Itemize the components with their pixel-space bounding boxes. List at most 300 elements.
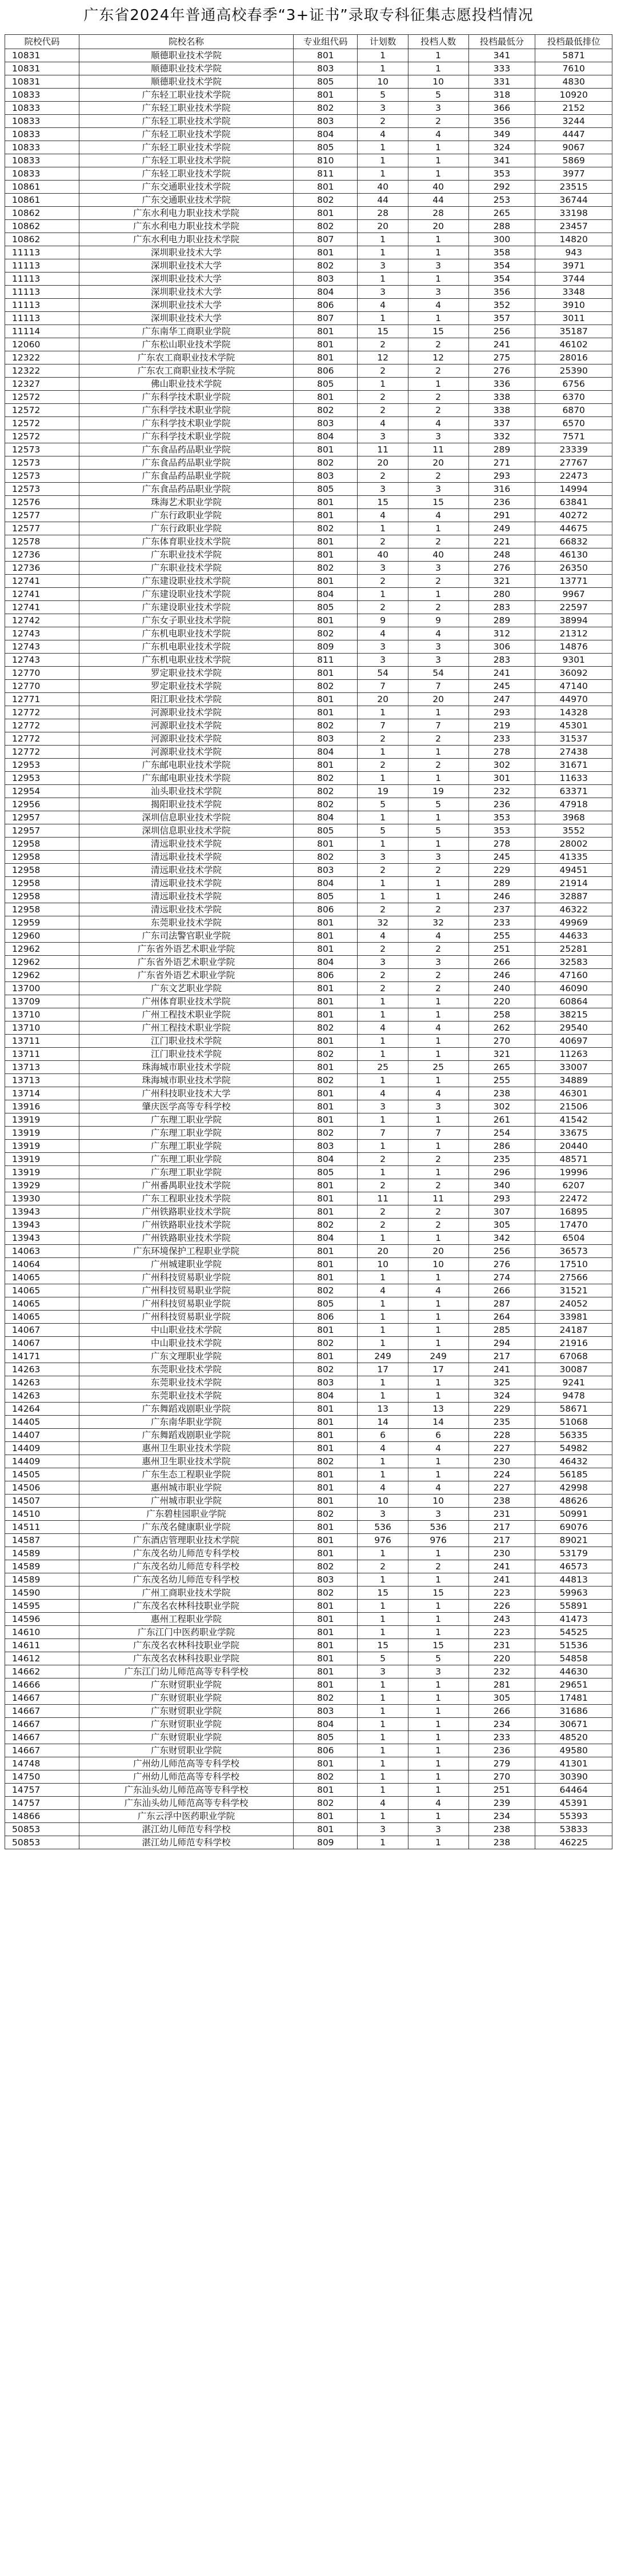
min-score-cell: 265 bbox=[468, 1061, 535, 1074]
min-rank-cell: 6207 bbox=[535, 1179, 612, 1192]
table-row bbox=[5, 1127, 612, 1140]
min-rank-cell: 943 bbox=[535, 246, 612, 259]
admitted-count-cell: 2 bbox=[408, 115, 468, 128]
school-name-cell: 广州科技贸易职业学院 bbox=[79, 1284, 294, 1297]
group-code-cell: 801 bbox=[294, 614, 358, 627]
admitted-count-cell: 1 bbox=[408, 890, 468, 903]
admitted-count-cell: 1 bbox=[408, 62, 468, 75]
header-plan-count: 计划数 bbox=[358, 35, 408, 49]
plan-count-cell: 1 bbox=[358, 1836, 408, 1849]
plan-count-cell: 2 bbox=[358, 759, 408, 772]
table-row bbox=[5, 181, 612, 194]
school-code-cell: 14064 bbox=[5, 1258, 79, 1271]
school-code-cell: 11113 bbox=[5, 246, 79, 259]
school-name-cell: 广州科技贸易职业学院 bbox=[79, 1297, 294, 1311]
min-score-cell: 271 bbox=[468, 456, 535, 470]
school-name-cell: 广东酒店管理职业技术学院 bbox=[79, 1534, 294, 1547]
table-row bbox=[5, 667, 612, 680]
table-row bbox=[5, 1337, 612, 1350]
min-score-cell: 283 bbox=[468, 654, 535, 667]
group-code-cell: 804 bbox=[294, 1232, 358, 1245]
group-code-cell: 801 bbox=[294, 693, 358, 706]
group-code-cell: 801 bbox=[294, 509, 358, 522]
school-code-cell: 12573 bbox=[5, 470, 79, 483]
school-code-cell: 14612 bbox=[5, 1652, 79, 1665]
plan-count-cell: 1 bbox=[358, 1810, 408, 1823]
admitted-count-cell: 2 bbox=[408, 864, 468, 877]
min-rank-cell: 14328 bbox=[535, 706, 612, 719]
school-name-cell: 广东轻工职业技术学院 bbox=[79, 128, 294, 141]
min-score-cell: 281 bbox=[468, 1678, 535, 1692]
group-code-cell: 804 bbox=[294, 1153, 358, 1166]
table-row bbox=[5, 1626, 612, 1639]
school-code-cell: 14510 bbox=[5, 1508, 79, 1521]
plan-count-cell: 1 bbox=[358, 1455, 408, 1468]
school-code-cell: 10831 bbox=[5, 49, 79, 62]
school-name-cell: 清远职业技术学院 bbox=[79, 877, 294, 890]
school-name-cell: 广东财贸职业学院 bbox=[79, 1718, 294, 1731]
plan-count-cell: 1 bbox=[358, 811, 408, 824]
group-code-cell: 802 bbox=[294, 851, 358, 864]
school-code-cell: 14065 bbox=[5, 1284, 79, 1297]
plan-count-cell: 1 bbox=[358, 378, 408, 391]
school-name-cell: 广东理工职业学院 bbox=[79, 1140, 294, 1153]
min-rank-cell: 56185 bbox=[535, 1468, 612, 1481]
min-score-cell: 349 bbox=[468, 128, 535, 141]
group-code-cell: 806 bbox=[294, 969, 358, 982]
plan-count-cell: 2 bbox=[358, 732, 408, 746]
school-name-cell: 广东理工职业学院 bbox=[79, 1166, 294, 1179]
admitted-count-cell: 2 bbox=[408, 535, 468, 548]
table-header-row bbox=[5, 35, 612, 49]
min-rank-cell: 17510 bbox=[535, 1258, 612, 1271]
min-rank-cell: 13771 bbox=[535, 575, 612, 588]
admitted-count-cell: 20 bbox=[408, 1245, 468, 1258]
min-rank-cell: 14876 bbox=[535, 640, 612, 654]
min-rank-cell: 4447 bbox=[535, 128, 612, 141]
school-code-cell: 12772 bbox=[5, 719, 79, 732]
min-rank-cell: 25390 bbox=[535, 364, 612, 378]
school-code-cell: 10833 bbox=[5, 141, 79, 154]
school-name-cell: 清远职业技术学院 bbox=[79, 838, 294, 851]
school-name-cell: 广东科学技术职业学院 bbox=[79, 417, 294, 430]
plan-count-cell: 2 bbox=[358, 1153, 408, 1166]
min-score-cell: 278 bbox=[468, 746, 535, 759]
table-row bbox=[5, 286, 612, 299]
group-code-cell: 801 bbox=[294, 1481, 358, 1495]
school-name-cell: 肇庆医学高等专科学校 bbox=[79, 1100, 294, 1113]
min-score-cell: 245 bbox=[468, 680, 535, 693]
school-code-cell: 10833 bbox=[5, 115, 79, 128]
table-row bbox=[5, 732, 612, 746]
school-code-cell: 11113 bbox=[5, 299, 79, 312]
admitted-count-cell: 1 bbox=[408, 1468, 468, 1481]
min-rank-cell: 33675 bbox=[535, 1127, 612, 1140]
plan-count-cell: 1 bbox=[358, 312, 408, 325]
min-score-cell: 289 bbox=[468, 877, 535, 890]
min-score-cell: 238 bbox=[468, 1087, 535, 1100]
school-code-cell: 14063 bbox=[5, 1245, 79, 1258]
table-row bbox=[5, 509, 612, 522]
min-rank-cell: 23515 bbox=[535, 181, 612, 194]
school-code-cell: 14409 bbox=[5, 1442, 79, 1455]
plan-count-cell: 1 bbox=[358, 706, 408, 719]
group-code-cell: 801 bbox=[294, 1008, 358, 1021]
plan-count-cell: 1 bbox=[358, 246, 408, 259]
admitted-count-cell: 2 bbox=[408, 903, 468, 916]
table-row bbox=[5, 325, 612, 338]
admitted-count-cell: 7 bbox=[408, 1127, 468, 1140]
school-code-cell: 12327 bbox=[5, 378, 79, 391]
min-rank-cell: 55891 bbox=[535, 1600, 612, 1613]
plan-count-cell: 1 bbox=[358, 1271, 408, 1284]
admitted-count-cell: 2 bbox=[408, 759, 468, 772]
school-name-cell: 东莞职业技术学院 bbox=[79, 1389, 294, 1403]
admitted-count-cell: 2 bbox=[408, 391, 468, 404]
admitted-count-cell: 1 bbox=[408, 1744, 468, 1757]
school-name-cell: 广东水利电力职业技术学院 bbox=[79, 207, 294, 220]
plan-count-cell: 19 bbox=[358, 785, 408, 798]
plan-count-cell: 15 bbox=[358, 496, 408, 509]
group-code-cell: 806 bbox=[294, 299, 358, 312]
min-rank-cell: 29540 bbox=[535, 1021, 612, 1035]
group-code-cell: 801 bbox=[294, 1547, 358, 1560]
min-rank-cell: 44970 bbox=[535, 693, 612, 706]
school-name-cell: 广东轻工职业技术学院 bbox=[79, 89, 294, 102]
plan-count-cell: 2 bbox=[358, 1205, 408, 1219]
min-rank-cell: 49580 bbox=[535, 1744, 612, 1757]
min-score-cell: 279 bbox=[468, 1757, 535, 1770]
plan-count-cell: 11 bbox=[358, 443, 408, 456]
min-rank-cell: 3910 bbox=[535, 299, 612, 312]
school-code-cell: 12962 bbox=[5, 956, 79, 969]
min-score-cell: 266 bbox=[468, 956, 535, 969]
group-code-cell: 805 bbox=[294, 483, 358, 496]
group-code-cell: 801 bbox=[294, 1087, 358, 1100]
school-code-cell: 14171 bbox=[5, 1350, 79, 1363]
admitted-count-cell: 1 bbox=[408, 1337, 468, 1350]
min-score-cell: 236 bbox=[468, 496, 535, 509]
admitted-count-cell: 1 bbox=[408, 1678, 468, 1692]
group-code-cell: 801 bbox=[294, 1757, 358, 1770]
plan-count-cell: 1 bbox=[358, 141, 408, 154]
plan-count-cell: 4 bbox=[358, 1797, 408, 1810]
group-code-cell: 804 bbox=[294, 746, 358, 759]
table-row bbox=[5, 1705, 612, 1718]
table-row bbox=[5, 1757, 612, 1770]
min-rank-cell: 3971 bbox=[535, 259, 612, 273]
table-row bbox=[5, 1652, 612, 1665]
table-row bbox=[5, 864, 612, 877]
min-score-cell: 293 bbox=[468, 1192, 535, 1205]
school-name-cell: 广东建设职业技术学院 bbox=[79, 601, 294, 614]
plan-count-cell: 15 bbox=[358, 1587, 408, 1600]
plan-count-cell: 3 bbox=[358, 956, 408, 969]
table-row bbox=[5, 890, 612, 903]
school-code-cell: 14407 bbox=[5, 1429, 79, 1442]
min-score-cell: 336 bbox=[468, 378, 535, 391]
school-code-cell: 50853 bbox=[5, 1836, 79, 1849]
school-code-cell: 14065 bbox=[5, 1297, 79, 1311]
admitted-count-cell: 44 bbox=[408, 194, 468, 207]
school-code-cell: 14662 bbox=[5, 1665, 79, 1678]
school-name-cell: 广东南华工商职业学院 bbox=[79, 325, 294, 338]
school-name-cell: 广东食品药品职业学院 bbox=[79, 443, 294, 456]
min-rank-cell: 6370 bbox=[535, 391, 612, 404]
min-score-cell: 230 bbox=[468, 1547, 535, 1560]
school-name-cell: 广东汕头幼儿师范高等专科学校 bbox=[79, 1784, 294, 1797]
school-code-cell: 12958 bbox=[5, 838, 79, 851]
header-admitted-count: 投档人数 bbox=[408, 35, 468, 49]
min-score-cell: 285 bbox=[468, 1324, 535, 1337]
min-rank-cell: 69076 bbox=[535, 1521, 612, 1534]
min-rank-cell: 31671 bbox=[535, 759, 612, 772]
school-code-cell: 11113 bbox=[5, 312, 79, 325]
school-code-cell: 11113 bbox=[5, 259, 79, 273]
min-score-cell: 249 bbox=[468, 522, 535, 535]
school-code-cell: 12743 bbox=[5, 640, 79, 654]
min-score-cell: 283 bbox=[468, 601, 535, 614]
admitted-count-cell: 1 bbox=[408, 1311, 468, 1324]
school-code-cell: 14610 bbox=[5, 1626, 79, 1639]
min-rank-cell: 53179 bbox=[535, 1547, 612, 1560]
plan-count-cell: 2 bbox=[358, 1560, 408, 1573]
school-name-cell: 清远职业技术学院 bbox=[79, 851, 294, 864]
group-code-cell: 811 bbox=[294, 654, 358, 667]
table-row bbox=[5, 141, 612, 154]
group-code-cell: 801 bbox=[294, 1179, 358, 1192]
table-row bbox=[5, 1508, 612, 1521]
plan-count-cell: 20 bbox=[358, 220, 408, 233]
min-rank-cell: 67068 bbox=[535, 1350, 612, 1363]
group-code-cell: 809 bbox=[294, 640, 358, 654]
table-row bbox=[5, 1678, 612, 1692]
group-code-cell: 805 bbox=[294, 601, 358, 614]
school-name-cell: 广东省外语艺术职业学院 bbox=[79, 956, 294, 969]
min-rank-cell: 46322 bbox=[535, 903, 612, 916]
min-score-cell: 238 bbox=[468, 1836, 535, 1849]
min-score-cell: 247 bbox=[468, 693, 535, 706]
group-code-cell: 804 bbox=[294, 956, 358, 969]
admitted-count-cell: 2 bbox=[408, 1219, 468, 1232]
school-name-cell: 深圳信息职业技术学院 bbox=[79, 824, 294, 838]
min-rank-cell: 34889 bbox=[535, 1074, 612, 1087]
school-name-cell: 广东汕头幼儿师范高等专科学校 bbox=[79, 1797, 294, 1810]
min-score-cell: 352 bbox=[468, 299, 535, 312]
min-rank-cell: 58671 bbox=[535, 1403, 612, 1416]
plan-count-cell: 1 bbox=[358, 1166, 408, 1179]
group-code-cell: 801 bbox=[294, 391, 358, 404]
school-name-cell: 湛江幼儿师范专科学校 bbox=[79, 1836, 294, 1849]
admitted-count-cell: 1 bbox=[408, 154, 468, 167]
group-code-cell: 804 bbox=[294, 1389, 358, 1403]
plan-count-cell: 1 bbox=[358, 1311, 408, 1324]
school-name-cell: 河源职业技术学院 bbox=[79, 719, 294, 732]
admitted-count-cell: 6 bbox=[408, 1429, 468, 1442]
school-name-cell: 广州科技贸易职业学院 bbox=[79, 1311, 294, 1324]
plan-count-cell: 1 bbox=[358, 877, 408, 890]
school-name-cell: 广东生态工程职业学院 bbox=[79, 1468, 294, 1481]
group-code-cell: 806 bbox=[294, 1311, 358, 1324]
min-score-cell: 231 bbox=[468, 1639, 535, 1652]
table-row bbox=[5, 470, 612, 483]
school-name-cell: 广州铁路职业技术学院 bbox=[79, 1205, 294, 1219]
min-score-cell: 241 bbox=[468, 1560, 535, 1573]
table-row bbox=[5, 430, 612, 443]
min-score-cell: 264 bbox=[468, 1311, 535, 1324]
table-row bbox=[5, 456, 612, 470]
school-code-cell: 10833 bbox=[5, 128, 79, 141]
group-code-cell: 805 bbox=[294, 141, 358, 154]
school-name-cell: 东莞职业技术学院 bbox=[79, 916, 294, 930]
admitted-count-cell: 4 bbox=[408, 1481, 468, 1495]
school-code-cell: 12772 bbox=[5, 746, 79, 759]
group-code-cell: 802 bbox=[294, 562, 358, 575]
school-name-cell: 广东科学技术职业学院 bbox=[79, 430, 294, 443]
table-row bbox=[5, 1008, 612, 1021]
admitted-count-cell: 5 bbox=[408, 89, 468, 102]
admitted-count-cell: 1 bbox=[408, 1074, 468, 1087]
school-code-cell: 13919 bbox=[5, 1153, 79, 1166]
table-row bbox=[5, 194, 612, 207]
plan-count-cell: 1 bbox=[358, 890, 408, 903]
school-code-cell: 13711 bbox=[5, 1035, 79, 1048]
admitted-count-cell: 3 bbox=[408, 1823, 468, 1836]
plan-count-cell: 5 bbox=[358, 89, 408, 102]
min-rank-cell: 22472 bbox=[535, 1192, 612, 1205]
plan-count-cell: 3 bbox=[358, 1100, 408, 1113]
school-code-cell: 14263 bbox=[5, 1363, 79, 1376]
table-row bbox=[5, 1810, 612, 1823]
group-code-cell: 801 bbox=[294, 1403, 358, 1416]
table-row bbox=[5, 706, 612, 719]
group-code-cell: 802 bbox=[294, 1560, 358, 1573]
school-code-cell: 12960 bbox=[5, 930, 79, 943]
min-rank-cell: 47160 bbox=[535, 969, 612, 982]
admitted-count-cell: 2 bbox=[408, 1205, 468, 1219]
plan-count-cell: 20 bbox=[358, 456, 408, 470]
school-name-cell: 广东茂名农林科技职业学院 bbox=[79, 1639, 294, 1652]
school-name-cell: 广州科技贸易职业学院 bbox=[79, 1271, 294, 1284]
min-rank-cell: 5871 bbox=[535, 49, 612, 62]
min-score-cell: 251 bbox=[468, 943, 535, 956]
school-code-cell: 14750 bbox=[5, 1770, 79, 1784]
school-name-cell: 深圳信息职业技术学院 bbox=[79, 811, 294, 824]
group-code-cell: 804 bbox=[294, 286, 358, 299]
school-name-cell: 广东茂名幼儿师范专科学校 bbox=[79, 1547, 294, 1560]
table-row bbox=[5, 588, 612, 601]
group-code-cell: 802 bbox=[294, 1587, 358, 1600]
school-code-cell: 13919 bbox=[5, 1113, 79, 1127]
group-code-cell: 801 bbox=[294, 1652, 358, 1665]
school-name-cell: 广东交通职业技术学院 bbox=[79, 181, 294, 194]
school-code-cell: 13714 bbox=[5, 1087, 79, 1100]
table-row bbox=[5, 916, 612, 930]
school-code-cell: 14596 bbox=[5, 1613, 79, 1626]
group-code-cell: 801 bbox=[294, 1416, 358, 1429]
admitted-count-cell: 10 bbox=[408, 75, 468, 89]
plan-count-cell: 7 bbox=[358, 1127, 408, 1140]
min-rank-cell: 7610 bbox=[535, 62, 612, 75]
school-code-cell: 12958 bbox=[5, 877, 79, 890]
school-code-cell: 14667 bbox=[5, 1718, 79, 1731]
group-code-cell: 801 bbox=[294, 930, 358, 943]
admitted-count-cell: 3 bbox=[408, 430, 468, 443]
min-score-cell: 221 bbox=[468, 535, 535, 548]
admitted-count-cell: 32 bbox=[408, 916, 468, 930]
min-rank-cell: 25281 bbox=[535, 943, 612, 956]
school-name-cell: 珠海城市职业技术学院 bbox=[79, 1074, 294, 1087]
min-score-cell: 241 bbox=[468, 338, 535, 351]
school-name-cell: 广东轻工职业技术学院 bbox=[79, 141, 294, 154]
school-name-cell: 广东职业技术学院 bbox=[79, 562, 294, 575]
group-code-cell: 801 bbox=[294, 1100, 358, 1113]
admitted-count-cell: 25 bbox=[408, 1061, 468, 1074]
table-row bbox=[5, 943, 612, 956]
admitted-count-cell: 1 bbox=[408, 1166, 468, 1179]
group-code-cell: 801 bbox=[294, 1534, 358, 1547]
school-code-cell: 14506 bbox=[5, 1481, 79, 1495]
plan-count-cell: 2 bbox=[358, 1219, 408, 1232]
plan-count-cell: 1 bbox=[358, 995, 408, 1008]
school-name-cell: 广州幼儿师范高等专科学校 bbox=[79, 1770, 294, 1784]
min-score-cell: 338 bbox=[468, 391, 535, 404]
school-name-cell: 广东机电职业技术学院 bbox=[79, 627, 294, 640]
min-score-cell: 233 bbox=[468, 732, 535, 746]
admitted-count-cell: 2 bbox=[408, 969, 468, 982]
school-code-cell: 12772 bbox=[5, 706, 79, 719]
group-code-cell: 802 bbox=[294, 1455, 358, 1468]
school-code-cell: 14748 bbox=[5, 1757, 79, 1770]
min-score-cell: 321 bbox=[468, 575, 535, 588]
plan-count-cell: 3 bbox=[358, 483, 408, 496]
school-code-cell: 12770 bbox=[5, 680, 79, 693]
admitted-count-cell: 13 bbox=[408, 1403, 468, 1416]
admitted-count-cell: 28 bbox=[408, 207, 468, 220]
admitted-count-cell: 1 bbox=[408, 1389, 468, 1403]
admitted-count-cell: 976 bbox=[408, 1534, 468, 1547]
table-row bbox=[5, 1153, 612, 1166]
school-name-cell: 广东轻工职业技术学院 bbox=[79, 167, 294, 181]
school-name-cell: 广东江门中医药职业学院 bbox=[79, 1626, 294, 1639]
min-score-cell: 224 bbox=[468, 1468, 535, 1481]
group-code-cell: 802 bbox=[294, 785, 358, 798]
school-code-cell: 13916 bbox=[5, 1100, 79, 1113]
plan-count-cell: 4 bbox=[358, 1442, 408, 1455]
min-rank-cell: 54525 bbox=[535, 1626, 612, 1639]
school-code-cell: 12953 bbox=[5, 759, 79, 772]
min-rank-cell: 21914 bbox=[535, 877, 612, 890]
group-code-cell: 801 bbox=[294, 1442, 358, 1455]
min-rank-cell: 33007 bbox=[535, 1061, 612, 1074]
min-rank-cell: 3977 bbox=[535, 167, 612, 181]
admitted-count-cell: 3 bbox=[408, 102, 468, 115]
min-score-cell: 324 bbox=[468, 141, 535, 154]
school-code-cell: 12771 bbox=[5, 693, 79, 706]
plan-count-cell: 2 bbox=[358, 1179, 408, 1192]
school-name-cell: 广东机电职业技术学院 bbox=[79, 654, 294, 667]
min-score-cell: 266 bbox=[468, 1284, 535, 1297]
plan-count-cell: 1 bbox=[358, 838, 408, 851]
school-name-cell: 惠州卫生职业技术学院 bbox=[79, 1455, 294, 1468]
school-name-cell: 广东工程职业技术学院 bbox=[79, 1192, 294, 1205]
min-score-cell: 253 bbox=[468, 194, 535, 207]
group-code-cell: 802 bbox=[294, 680, 358, 693]
admitted-count-cell: 15 bbox=[408, 496, 468, 509]
admitted-count-cell: 10 bbox=[408, 1258, 468, 1271]
school-code-cell: 12572 bbox=[5, 391, 79, 404]
school-name-cell: 广东轻工职业技术学院 bbox=[79, 154, 294, 167]
